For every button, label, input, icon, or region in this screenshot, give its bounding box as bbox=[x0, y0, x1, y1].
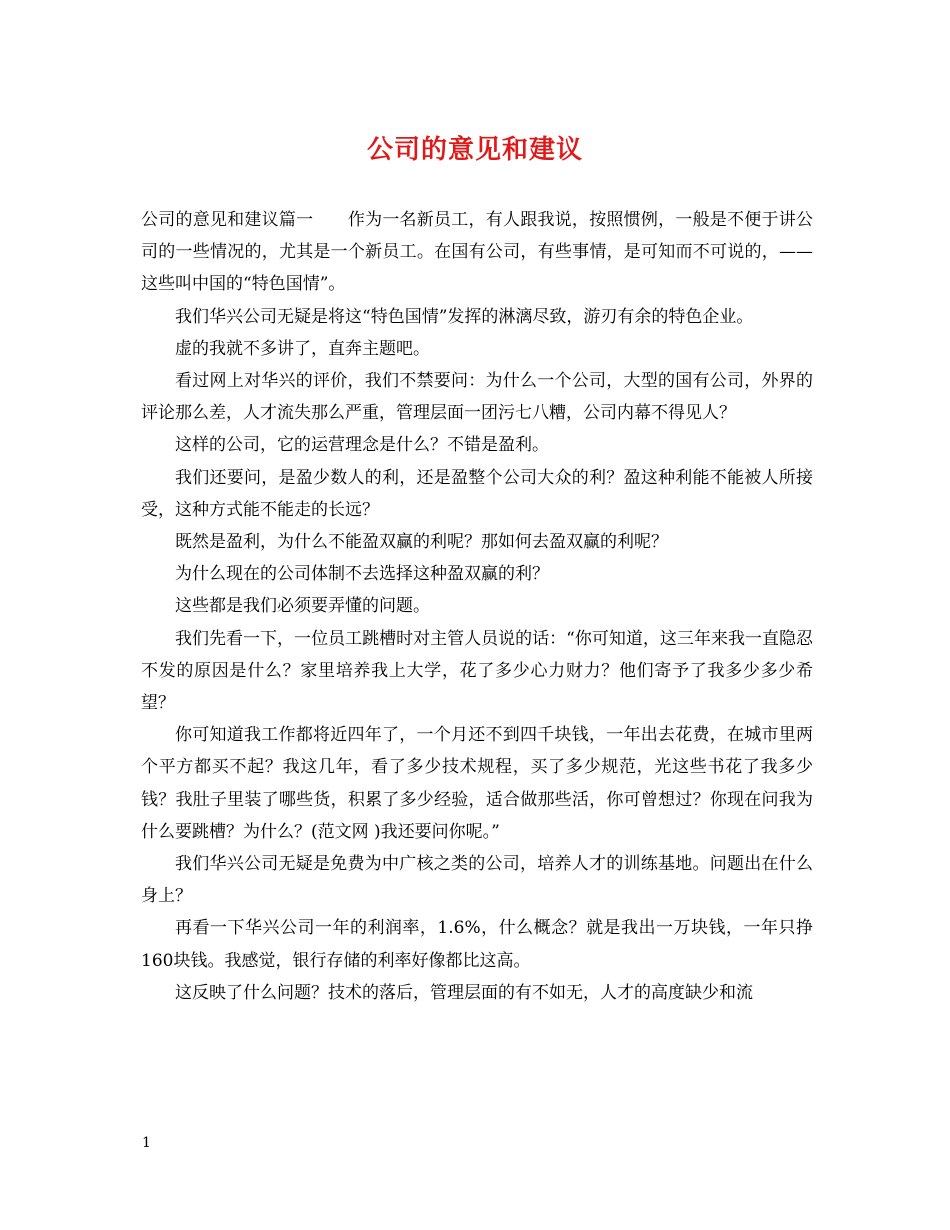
paragraph-12: 我们华兴公司无疑是免费为中广核之类的公司，培养人才的训练基地。问题出在什么身上？ bbox=[141, 854, 813, 907]
page-number: 1 bbox=[142, 1135, 151, 1151]
paragraph-4: 看过网上对华兴的评价，我们不禁要问：为什么一个公司，大型的国有公司，外界的评论那么差，人才流失那么严重，管理层面一团污七八糟，公司内幕不得见人？ bbox=[141, 371, 813, 424]
paragraph-14: 这反映了什么问题？技术的落后，管理层面的有不如无，人才的高度缺少和流 bbox=[175, 982, 753, 1003]
paragraph-2: 我们华兴公司无疑是将这“特色国情”发挥的淋漓尽致，游刃有余的特色企业。 bbox=[175, 306, 754, 327]
paragraph-10: 我们先看一下，一位员工跳槽时对主管人员说的话：“你可知道，这三年来我一直隐忍不发的原因是什么？家里培养我上大学，花了多少心力财力？他们寄予了我多少多少希望？ bbox=[141, 628, 813, 714]
paragraph-11: 你可知道我工作都将近四年了，一个月还不到四千块钱，一年出去花费，在城市里两个平方都买不起？我这几年，看了多少技术规程，买了多少规范，光这些书花了我多少钱？我肚子里装了哪些货，积累了多少经验，适合做那些活，你可曾想过？你现在问我为什么要跳槽？为什么？(范文网 )我还要问你呢。” bbox=[141, 725, 813, 842]
paragraph-13: 再看一下华兴公司一年的利润率，1.6%，什么概念？就是我出一万块钱，一年只挣160块钱。我感觉，银行存储的利率好像都比这高。 bbox=[141, 918, 813, 971]
paragraph-5: 这样的公司，它的运营理念是什么？不错是盈利。 bbox=[175, 435, 549, 456]
paragraph-7: 既然是盈利，为什么不能盈双赢的利呢？那如何去盈双赢的利呢？ bbox=[175, 532, 668, 553]
paragraph-1: 公司的意见和建议篇一 作为一名新员工，有人跟我说，按照惯例，一般是不便于讲公司的一些情况的，尤其是一个新员工。在国有公司，有些事情，是可知而不可说的，——这些叫中国的“特色国情”。 bbox=[141, 210, 813, 295]
paragraph-6: 我们还要问，是盈少数人的利，还是盈整个公司大众的利？盈这种利能不能被人所接受，这种方式能不能走的长远？ bbox=[141, 467, 813, 520]
paragraph-8: 为什么现在的公司体制不去选择这种盈双赢的利？ bbox=[175, 564, 549, 585]
paragraph-3: 虚的我就不多讲了，直奔主题吧。 bbox=[175, 338, 430, 359]
paragraph-9: 这些都是我们必须要弄懂的问题。 bbox=[175, 596, 430, 617]
document-title: 公司的意见和建议 bbox=[366, 135, 583, 165]
document-body bbox=[141, 204, 813, 1009]
